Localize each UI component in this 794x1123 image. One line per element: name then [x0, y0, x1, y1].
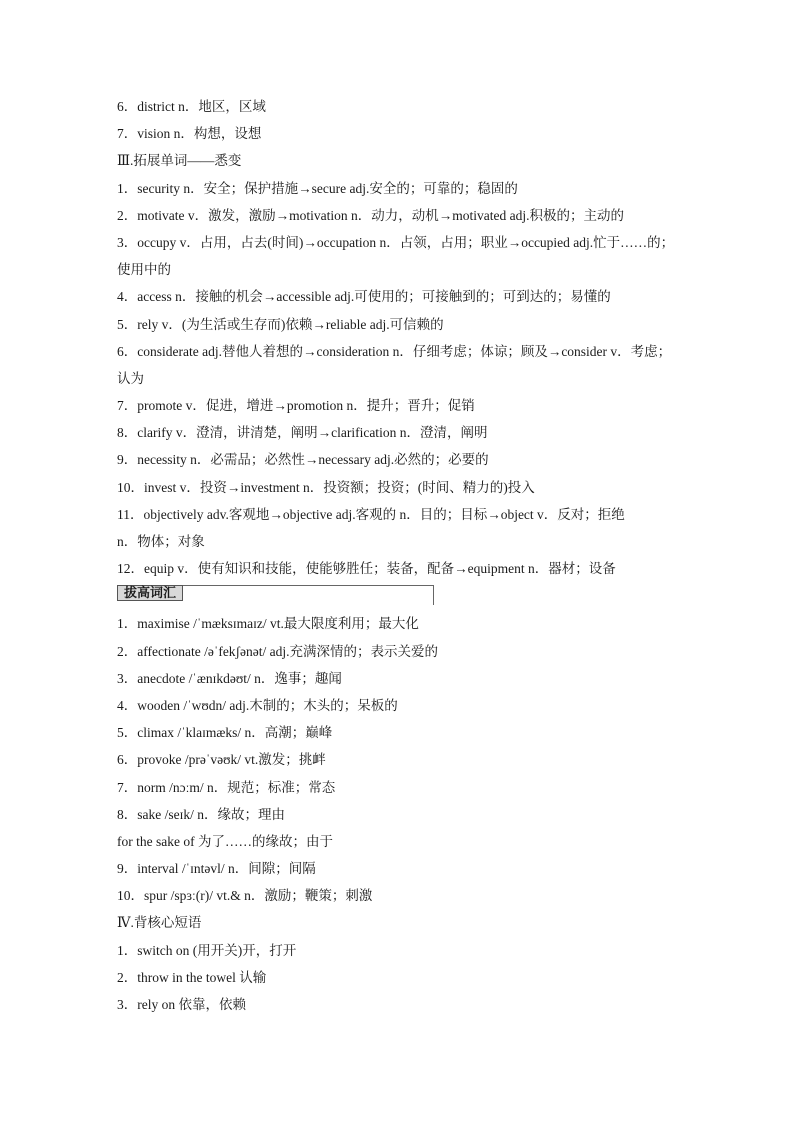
text-line: 2．motivate v．激发，激励→motivation n．动力，动机→motivated adj.积极的；主动的: [117, 207, 624, 223]
text-line: 8．sake /seɪk/ n．缘故；理由: [117, 806, 285, 822]
text-line: 4．access n．接触的机会→accessible adj.可使用的；可接触到的；可到达的；易懂的: [117, 289, 611, 305]
text-line: 4．wooden /ˈwʊdn/ adj.木制的；木头的；呆板的: [117, 697, 398, 713]
text-line: for the sake of 为了……的缘故；由于: [117, 833, 333, 849]
text-line: 使用中的: [117, 262, 171, 278]
text-line: 12．equip v．使有知识和技能，使能够胜任；装备，配备→equipment n．器材；设备: [117, 561, 616, 577]
text-line: 1．maximise /ˈmæksɪmaɪz/ vt.最大限度利用；最大化: [117, 616, 419, 632]
text-line: 6．provoke /prəˈvəʊk/ vt.激发；挑衅: [117, 752, 326, 768]
expanded-words-section: [117, 93, 683, 582]
text-line: 9．interval /ˈɪntəvl/ n．间隙；间隔: [117, 861, 316, 877]
advanced-vocab-heading: [117, 582, 683, 612]
heading-rule-end: [433, 585, 434, 605]
document-content: [117, 93, 683, 1018]
text-line: 3．rely on 依靠，依赖: [117, 997, 246, 1012]
heading-label: 拔高词汇: [117, 585, 183, 601]
section-heading: Ⅲ.拓展单词——悉变: [117, 153, 242, 169]
text-line: 7．promote v．促进，增进→promotion n．提升；晋升；促销: [117, 398, 475, 414]
text-line: 1．switch on (用开关)开，打开: [117, 942, 297, 958]
text-line: 6．considerate adj.替他人着想的→consideration n．仔细考虑；体谅；顾及→consider v．考虑；: [117, 343, 672, 359]
text-line: 9．necessity n．必需品；必然性→necessary adj.必然的；必要的: [117, 452, 489, 468]
text-line: 1．security n．安全；保护措施→secure adj.安全的；可靠的；稳固的: [117, 180, 518, 196]
text-line: 10．invest v．投资→investment n．投资额；投资；(时间、精力的)投入: [117, 479, 535, 495]
text-line: 2．affectionate /əˈfekʃənət/ adj.充满深情的；表示关爱的: [117, 643, 439, 659]
text-line: 2．throw in the towel 认输: [117, 969, 267, 985]
text-line: 5．climax /ˈklaɪmæks/ n．高潮；巅峰: [117, 725, 333, 741]
text-line: 8．clarify v．澄清，讲清楚，阐明→clarification n．澄清，阐明: [117, 425, 488, 441]
text-line: 7．norm /nɔːm/ n．规范；标准；常态: [117, 779, 336, 795]
text-line: 3．occupy v．占用，占去(时间)→occupation n．占领，占用；职业→occupied adj.忙于……的；: [117, 234, 675, 250]
text-line: 认为: [117, 370, 144, 386]
section-heading: Ⅳ.背核心短语: [117, 915, 202, 931]
text-line: 11．objectively adv.客观地→objective adj.客观的 n．目的；目标→object v．反对；拒绝: [117, 506, 625, 522]
text-line: 7．vision n．构想，设想: [117, 126, 262, 142]
text-line: n．物体；对象: [117, 534, 205, 549]
advanced-vocab-section: [117, 610, 683, 1018]
text-line: 3．anecdote /ˈænɪkdəʊt/ n．逸事；趣闻: [117, 670, 342, 686]
text-line: 6．district n．地区，区域: [117, 99, 266, 114]
text-line: 5．rely v．(为生活或生存而)依赖→reliable adj.可信赖的: [117, 316, 444, 332]
text-line: 10．spur /spɜː(r)/ vt.& n．激励；鞭策；刺激: [117, 888, 373, 904]
